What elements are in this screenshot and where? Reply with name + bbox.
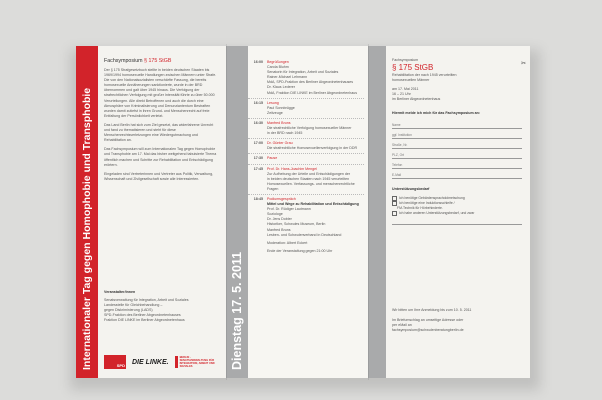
program-line: Die strafrechtliche Verfolgung homosexueller Männer (267, 126, 352, 131)
fold-line-1 (226, 44, 227, 380)
program-line: MdA, SPD-Fraktion des Berliner Abgeordnetenhauses (267, 80, 354, 85)
program-time: 17:30 (253, 156, 263, 161)
program-time: 16:15 (253, 100, 263, 105)
program-item (248, 60, 364, 96)
program-event (267, 197, 364, 254)
program-time: 18:45 (253, 196, 263, 201)
form-heading-prefix: Fachsymposium (392, 58, 419, 62)
para4-text: Eingeladen sind Vertreterinnen und Vertreter aus Politik, Verwaltung, Wissenschaft und Zivilgesellschaft sowie alle Interessierten. (104, 171, 214, 181)
registration-form (392, 58, 522, 228)
program-item (248, 141, 364, 151)
berlin-logo: BERLIN · SENATSVERWALTUNG FÜR INTEGRATION, ARBEIT UND SOZIALES (175, 356, 218, 368)
program-line: Historiker, Schwules Museum, Berlin (267, 222, 326, 227)
program-item (248, 156, 364, 161)
grey-band-right (368, 46, 386, 378)
scissors-icon: ✂ (520, 61, 526, 67)
program-line: Senatorin für Integration, Arbeit und Soziales (267, 70, 339, 75)
support-heading: Unterstützungsbedarf (392, 186, 430, 191)
program-item (248, 197, 364, 254)
checkbox-3[interactable] (392, 211, 397, 216)
program-event (267, 141, 364, 151)
program-title: Pause (267, 156, 278, 161)
program-item (248, 101, 364, 116)
program-line: Zur Aufhebung der Urteile und Entschädigungen der (267, 171, 351, 176)
program-line: Lesben- und Schwulenverband in Deutschland (267, 232, 342, 237)
program-line: Manfred Bruns (267, 227, 291, 232)
intro-text: Der § 175 Strafgesetzbuch stellte in beiden deutschen Staaten bis 1969/1994 homosexuelle Handlungen zwischen Männern unter Strafe. Die von den Nationalsozialisten verschärfte Fassung, die bereits homosexuelle Annäherungen sanktionierte, wurde in der BRD übernommen und galt über 1945 hinaus. Die Verfolgung der strafrechtlichen Verfolgung mit großer Intensität führte zu über 50.000 Verurteilungen. Alle direkt Betroffenen und auch die durch eine Atmosphäre von Kriminalisierung und Denunziantentum Bestraften wurden damit zutiefst in ihren Grund- und Menschenrecht auf freie Entfaltung der Persönlichkeit verletzt. (104, 68, 217, 118)
form-date-3: im Berliner Abgeordnetenhaus (392, 97, 441, 102)
para3-text: Das Fachsymposium will zum Internationalen Tag gegen Homophobie und Transphobie am 17. Mai das bisher weitgehend tabuisierte Thema öffentlich machen und Schritte zur Rehabilitation und Entschädigung erörtern. (104, 147, 217, 167)
program-line: MdA, Fraktion DIE LINKE im Berliner Abgeordnetenhaus (267, 90, 358, 95)
program-line: Dr. Klaus Lederer (267, 85, 295, 90)
intro-block (104, 58, 220, 182)
program-title: Manfred Bruns (267, 120, 291, 125)
spd-logo: SPD (104, 355, 126, 369)
support-option-2b: FM-Technik für Hörbehinderte. (397, 205, 443, 210)
program-title: Lesung (267, 100, 279, 105)
program-title: Dr. Günter Grau (267, 141, 293, 146)
program-time: 16:00 (253, 60, 263, 64)
program-divider (248, 153, 364, 154)
program-time: 17:00 (253, 141, 263, 146)
field-city[interactable]: PLZ, Ort (392, 152, 522, 159)
program-line: Dr. Jens Dobler (267, 217, 292, 222)
program-line: Die strafrechtliche Homosexuellenverfolgung in der DDR (267, 146, 358, 151)
footer-1: Wir bitten um Ihre Anmeldung bis zum 10. 5. 2011 (392, 308, 472, 312)
form-heading-para: § 175 StGB (392, 63, 434, 73)
program-item (248, 167, 364, 192)
program-event (267, 60, 364, 96)
program-line: Carola Bluhm (267, 65, 289, 70)
fold-line-2 (368, 44, 369, 380)
program-event (267, 156, 364, 161)
program-line: Homosexuellen. Verfassungs- und menschenrechtliche (267, 181, 355, 186)
symposium-heading: Fachsymposium § 175 StGB (104, 58, 172, 64)
footer-email[interactable]: fachsymposium@schwulenberatungberlin.de (392, 328, 464, 333)
field-name[interactable]: Name (392, 122, 522, 129)
field-institution[interactable]: ggf. Institution (392, 132, 522, 139)
support-option-3[interactable]: Ich habe anderen Unterstützungsbedarf, und zwar (392, 211, 522, 216)
panel-middle (226, 46, 368, 378)
organizer-2: Landesstelle für Gleichbehandlung – (104, 303, 163, 308)
panel-left (76, 46, 226, 378)
panel-right (368, 46, 530, 378)
organizers-block (104, 290, 220, 324)
form-sub-2: homosexuellen Männer (392, 78, 430, 83)
red-band (76, 46, 98, 378)
field-email[interactable]: E-Mail (392, 172, 522, 179)
program-line: Zeitzeuge (267, 110, 283, 115)
program-divider (248, 138, 364, 139)
form-date-2: 16 – 21 Uhr (392, 92, 411, 97)
logo-row (104, 354, 222, 370)
program-line: in der BRD nach 1945 (267, 131, 303, 136)
organizer-5: Fraktion DIE LINKE im Berliner Abgeordnetenhaus (104, 318, 185, 323)
organizer-4: SPD-Fraktion des Berliner Abgeordnetenhauses (104, 313, 181, 318)
program-event (267, 101, 364, 116)
form-date-1: am 17. Mai 2011 (392, 87, 419, 92)
para2-text: Das Land Berlin hat sich zum Ziel gesetzt, das widerfahrene Unrecht und fand zu thematisieren und steht für diese Menschenrechtsverletzungen eine Wiedergutmachung und Rehabilitation an. (104, 122, 214, 143)
program-line: in beiden deutschen Staaten nach 1945 verurteilten (267, 176, 350, 181)
program-time: 16:30 (253, 120, 263, 125)
program-list (248, 60, 364, 254)
form-footer (392, 308, 522, 333)
program-time: 17:45 (253, 166, 263, 171)
vertical-title-middle: Dienstag 17. 5. 2011 (230, 251, 244, 370)
grey-band (226, 46, 248, 378)
organizer-1: Senatsverwaltung für Integration, Arbeit und Soziales (104, 298, 189, 303)
linke-logo: DIE LINKE. (132, 358, 169, 366)
organizers-heading: Veranstalter/innen (104, 290, 136, 294)
program-title: Prof. Dr. Hans-Joachim Mengel (267, 166, 317, 171)
program-line: Ende der Veranstaltung gegen 21:00 Uhr (267, 248, 333, 253)
program-event (267, 167, 364, 192)
program-line: Moderation: Albert Eckert (267, 240, 308, 245)
register-text: Hiermit melde ich mich für das Fachsymposium an: (392, 110, 481, 115)
field-phone[interactable]: Telefon (392, 162, 522, 169)
footer-2: Im Briefumschlag an umseitige Adresse oder (392, 318, 464, 323)
organizer-3: gegen Diskriminierung (LADS) (104, 308, 153, 313)
program-divider (248, 164, 364, 165)
program-line: Fragen (267, 186, 279, 191)
program-title: Begrüßungen (267, 60, 289, 64)
program-event (267, 121, 364, 136)
program-subtitle: Mittel und Wege zu Rehabilitation und Entschädigung (267, 202, 359, 207)
support-option-1[interactable]: Ich benötige Gebärdensprachdolmetschung (392, 196, 522, 201)
vertical-title-left: Internationaler Tag gegen Homophobie und Transphobie (81, 87, 93, 370)
program-line: Paul Sonnbrügge (267, 105, 295, 110)
program-line: Rainer-Michael Lehmann (267, 75, 308, 80)
field-street[interactable]: Straße, Nr. (392, 142, 522, 149)
footer-3: per eMail an (392, 323, 412, 328)
program-line: Prof. Dr. Rüdiger Lautmann (267, 207, 311, 212)
program-item (248, 121, 364, 136)
paragraph-ref: § 175 StGB (144, 58, 172, 64)
support-option-2[interactable]: Ich benötige eine Induktionsschleife / (392, 201, 522, 206)
program-line: Soziologe (267, 212, 283, 217)
program-divider (248, 194, 364, 195)
program-divider (248, 98, 364, 99)
program-divider (248, 118, 364, 119)
program-title: Podiumsgespräch (267, 196, 296, 201)
field-other-support[interactable] (392, 218, 522, 225)
form-sub-1: Rehabilitation der nach 1945 verurteilten (392, 73, 457, 78)
